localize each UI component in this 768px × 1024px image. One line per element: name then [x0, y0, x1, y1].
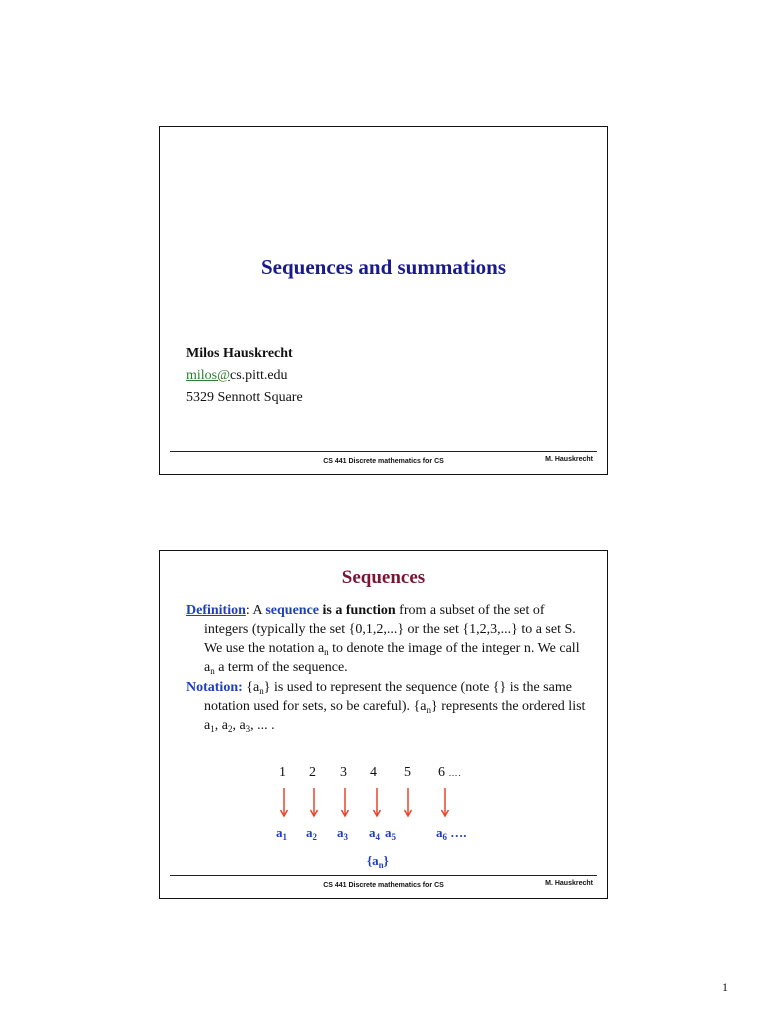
notation-label: Notation:	[186, 680, 243, 695]
subscript: 1	[210, 724, 215, 734]
mapping-arrow	[309, 788, 319, 818]
slide-footer	[170, 875, 597, 898]
notation-text: } is used to represent the sequence (note {} is the same notation used for sets, so be careful). {a	[204, 680, 572, 714]
subscript: n	[259, 686, 264, 696]
footer-course: CS 441 Discrete mathematics for CS	[323, 882, 444, 889]
subscript: 2	[227, 724, 233, 734]
notation-paragraph	[186, 678, 586, 735]
mapping-arrow	[440, 788, 450, 818]
sequence-term: $a_1$	[276, 825, 287, 842]
definition-label: Definition	[186, 603, 246, 618]
email-link[interactable]: milos@	[186, 368, 231, 383]
mapping-arrow	[340, 788, 350, 818]
footer-author: M. Hauskrecht	[545, 880, 593, 887]
footer-author: M. Hauskrecht	[545, 456, 593, 463]
mapping-arrow	[403, 788, 413, 818]
sequence-term: $a_5$	[385, 825, 396, 842]
slide-footer	[170, 451, 597, 474]
page-number: 1	[722, 980, 728, 994]
mapping-arrow	[372, 788, 382, 818]
sequence-term: $a_2$	[306, 825, 317, 842]
sequence-set-notation: $\{a_n\}$	[367, 853, 389, 870]
index-number-six: 6	[438, 765, 445, 780]
definition-text: from a subset of the set of integers (typically the set {0,1,2,...} or the set {1,2,3,...} to a set S. We use the notation a	[204, 603, 576, 656]
slide-body	[186, 601, 586, 736]
author-office: 5329 Sennott Square	[186, 390, 303, 405]
slide-title-heading: Sequences and summations	[260, 255, 507, 279]
term-is-function: is a function	[319, 603, 396, 618]
ellipsis: ….	[447, 825, 467, 840]
notation-text: , a	[214, 718, 228, 733]
index-number: 3	[340, 765, 347, 780]
notation-text: , a	[232, 718, 246, 733]
author-name: Milos Hauskrecht	[186, 346, 293, 361]
index-number: 4	[370, 765, 377, 780]
slide-sequences	[159, 550, 608, 899]
term-sequence: sequence	[265, 603, 320, 618]
notation-text: , ... .	[250, 718, 275, 733]
email-domain: cs.pitt.edu	[230, 368, 288, 383]
slide-title	[159, 126, 608, 475]
index-number	[438, 765, 462, 781]
subscript: n	[210, 666, 215, 676]
subscript: n	[426, 705, 431, 715]
index-number: 1	[279, 765, 286, 780]
sequence-term: $a_4$	[369, 825, 380, 842]
slide-heading: Sequences	[341, 567, 426, 588]
definition-text: : A	[245, 603, 266, 618]
author-block	[186, 343, 303, 409]
notation-text: } represents the ordered list a	[204, 699, 586, 733]
notation-text: {a	[242, 680, 260, 695]
subscript: 3	[245, 724, 251, 734]
definition-text: a term of the sequence.	[214, 660, 348, 675]
definition-text: to denote the image of the integer n. We call a	[204, 641, 580, 675]
mapping-arrow	[279, 788, 289, 818]
author-email	[186, 365, 303, 387]
subscript: n	[324, 647, 329, 657]
footer-course: CS 441 Discrete mathematics for CS	[323, 458, 444, 465]
index-number: 2	[309, 765, 316, 780]
definition-paragraph	[186, 601, 586, 677]
index-number: 5	[404, 765, 411, 780]
sequence-term: $a_6$ ….	[436, 825, 467, 842]
sequence-term: $a_3$	[337, 825, 348, 842]
ellipsis: ….	[448, 768, 462, 778]
